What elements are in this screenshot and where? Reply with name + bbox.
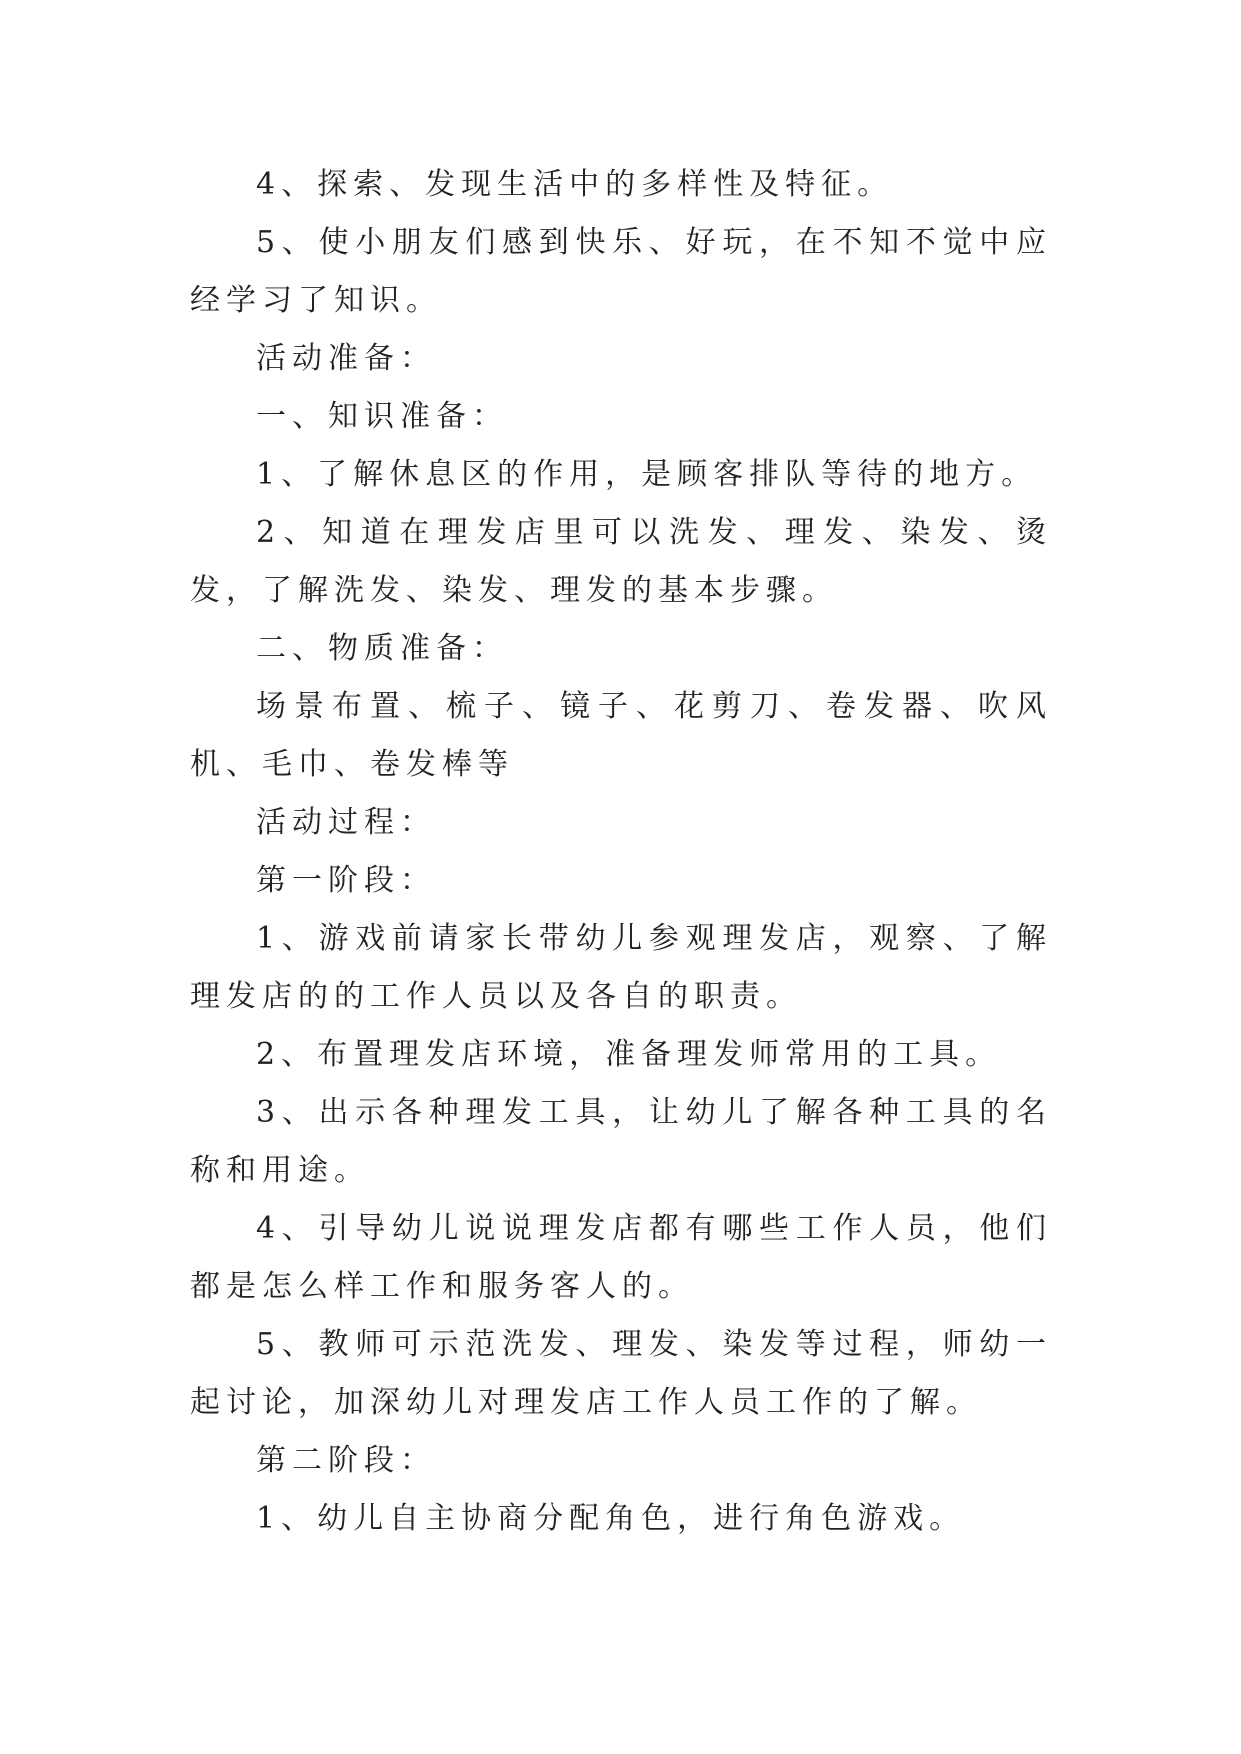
heading-material-preparation: 二、物质准备： [256, 631, 508, 666]
paragraph-goal-4: 4、探索、发现生活中的多样性及特征。 [256, 167, 894, 202]
paragraph-stage-two-1: 1、幼儿自主协商分配角色，进行角色游戏。 [256, 1501, 966, 1536]
heading-stage-two: 第二阶段： [256, 1443, 436, 1478]
paragraph-goal-5: 5、使小朋友们感到快乐、好玩，在不知不觉中应经学习了知识。 [190, 225, 1052, 318]
paragraph-stage-one-5: 5、教师可示范洗发、理发、染发等过程，师幼一起讨论，加深幼儿对理发店工作人员工作的了解。 [190, 1327, 1052, 1420]
heading-activity-preparation: 活动准备： [256, 341, 436, 376]
document-body [190, 156, 1052, 1548]
paragraph-knowledge-2: 2、知道在理发店里可以洗发、理发、染发、烫发，了解洗发、染发、理发的基本步骤。 [190, 515, 1052, 608]
paragraph-stage-one-1: 1、游戏前请家长带幼儿参观理发店，观察、了解理发店的的工作人员以及各自的职责。 [190, 921, 1052, 1014]
heading-knowledge-preparation: 一、知识准备： [256, 399, 508, 434]
paragraph-stage-one-4: 4、引导幼儿说说理发店都有哪些工作人员，他们都是怎么样工作和服务客人的。 [190, 1211, 1052, 1304]
paragraph-knowledge-1: 1、了解休息区的作用，是顾客排队等待的地方。 [256, 457, 1038, 492]
heading-stage-one: 第一阶段： [256, 863, 436, 898]
paragraph-materials: 场景布置、梳子、镜子、花剪刀、卷发器、吹风机、毛巾、卷发棒等 [190, 689, 1052, 782]
paragraph-stage-one-3: 3、出示各种理发工具，让幼儿了解各种工具的名称和用途。 [190, 1095, 1052, 1188]
paragraph-stage-one-2: 2、布置理发店环境，准备理发师常用的工具。 [256, 1037, 1002, 1072]
heading-activity-process: 活动过程： [256, 805, 436, 840]
